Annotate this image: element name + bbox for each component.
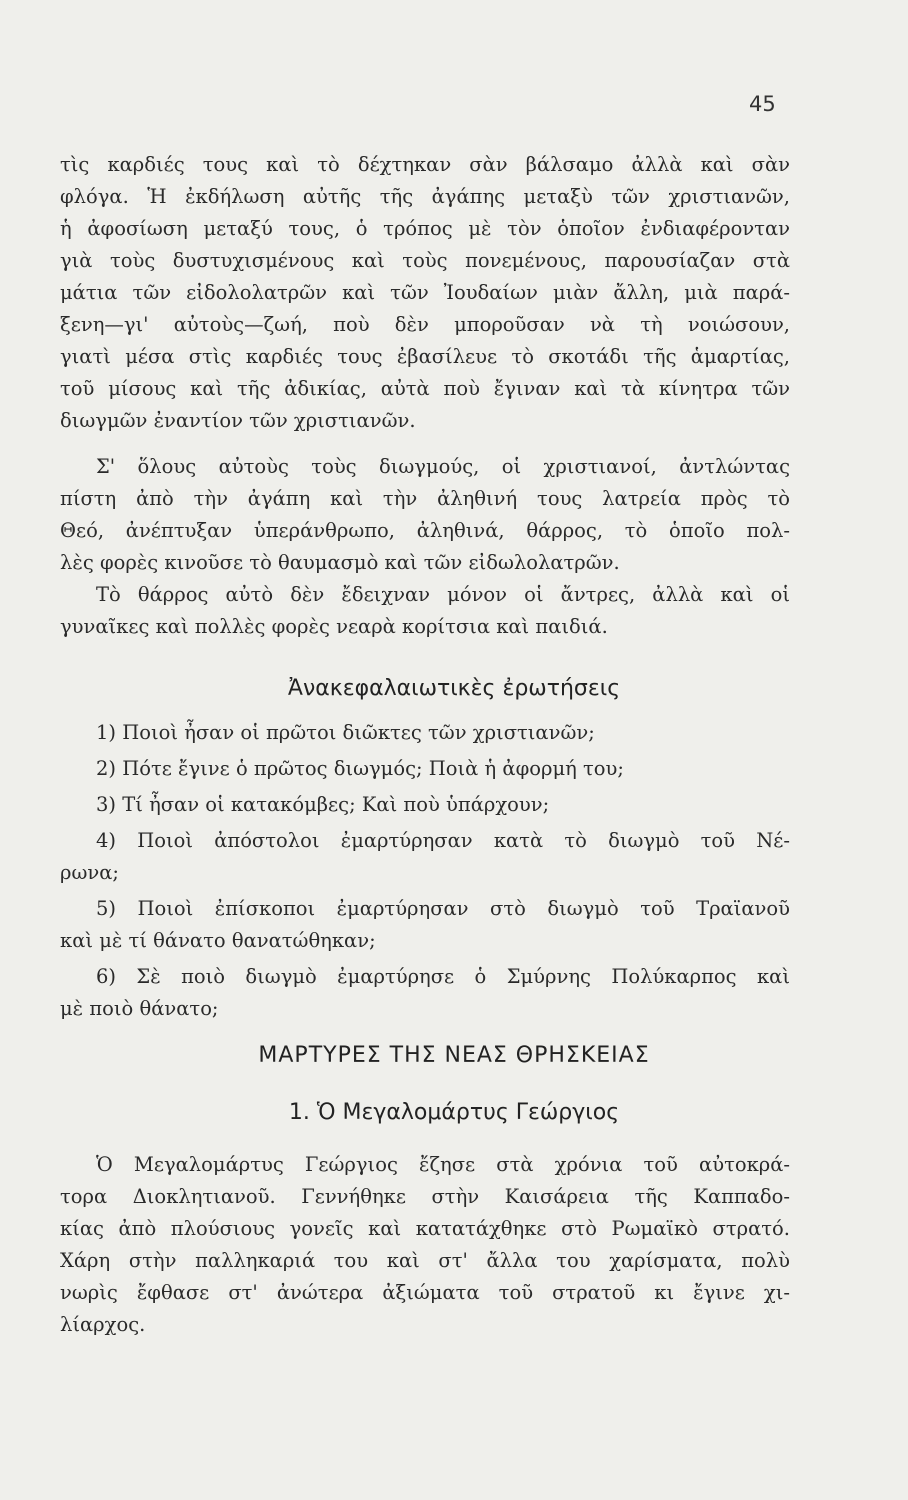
- question-line: 3) Τί ἦσαν οἱ κατακόμβες; Καὶ ποὺ ὑπάρχουν;: [96, 793, 550, 816]
- text-line: λὲς φορὲς κινοῦσε τὸ θαυμασμὸ καὶ τῶν εἰδωλολατρῶν.: [60, 551, 620, 574]
- question-line: καὶ μὲ τί θάνατο θανατώθηκαν;: [60, 929, 376, 952]
- text-line: νωρὶς ἔφθασε στ' ἀνώτερα ἀξιώματα τοῦ στρατοῦ κι ἔγινε χι-: [60, 1281, 790, 1304]
- text-line: κίας ἀπὸ πλούσιους γονεῖς καὶ κατατάχθηκε στὸ Ρωμαϊκὸ στρατό.: [60, 1217, 790, 1240]
- martyrs-heading: ΜΑΡΤΥΡΕΣ ΤΗΣ ΝΕΑΣ ΘΡΗΣΚΕΙΑΣ: [258, 1043, 650, 1068]
- text-line: πίστη ἀπὸ τὴν ἀγάπη καὶ τὴν ἀληθινή τους λατρεία πρὸς τὸ: [60, 487, 790, 510]
- text-line: ξενη—γι' αὐτοὺς—ζωή, ποὺ δὲν μποροῦσαν νὰ τὴ νοιώσουν,: [60, 313, 790, 336]
- text-line: γιατὶ μέσα στὶς καρδιές τους ἐβασίλευε τὸ σκοτάδι τῆς ἁμαρτίας,: [60, 345, 790, 368]
- text-line: τορα Διοκλητιανοῦ. Γεννήθηκε στὴν Καισάρεια τῆς Καππαδο-: [60, 1185, 790, 1208]
- george-heading: 1. Ὁ Μεγαλομάρτυς Γεώργιος: [288, 1100, 620, 1125]
- text-line: μάτια τῶν εἰδολολατρῶν καὶ τῶν Ἰουδαίων μιὰν ἄλλη, μιὰ παρά-: [60, 281, 790, 304]
- question-line: 4) Ποιοὶ ἀπόστολοι ἐμαρτύρησαν κατὰ τὸ διωγμὸ τοῦ Νέ-: [96, 829, 790, 852]
- text-line: διωγμῶν ἐναντίον τῶν χριστιανῶν.: [60, 409, 416, 432]
- question-line: 5) Ποιοὶ ἐπίσκοποι ἐμαρτύρησαν στὸ διωγμὸ τοῦ Τραϊανοῦ: [96, 897, 790, 920]
- text-line: Θεό, ἀνέπτυξαν ὑπεράνθρωπο, ἀληθινά, θάρρος, τὸ ὁποῖο πολ-: [60, 519, 790, 542]
- text-line: τοῦ μίσους καὶ τῆς ἀδικίας, αὐτὰ ποὺ ἔγιναν καὶ τὰ κίνητρα τῶν: [60, 377, 790, 400]
- question-line: ρωνα;: [60, 861, 119, 884]
- text-line: λίαρχος.: [60, 1313, 146, 1336]
- question-line: 6) Σὲ ποιὸ διωγμὸ ἐμαρτύρησε ὁ Σμύρνης Πολύκαρπος καὶ: [96, 965, 790, 988]
- question-line: 1) Ποιοὶ ἦσαν οἱ πρῶτοι διῶκτες τῶν χριστιανῶν;: [96, 721, 595, 744]
- text-line: γιὰ τοὺς δυστυχισμένους καὶ τοὺς πονεμένους, παρουσίαζαν στὰ: [60, 249, 790, 272]
- page-number: 45: [749, 92, 776, 116]
- text-line: γυναῖκες καὶ πολλὲς φορὲς νεαρὰ κορίτσια καὶ παιδιά.: [60, 615, 608, 638]
- recap-heading: Ἀνακεφαλαιωτικὲς ἐρωτήσεις: [287, 676, 621, 701]
- question-line: μὲ ποιὸ θάνατο;: [60, 997, 219, 1020]
- text-line: τὶς καρδιές τους καὶ τὸ δέχτηκαν σὰν βάλσαμο ἀλλὰ καὶ σὰν: [60, 153, 790, 176]
- text-line: ἡ ἀφοσίωση μεταξύ τους, ὁ τρόπος μὲ τὸν ὁποῖον ἐνδιαφέρονταν: [60, 217, 790, 240]
- text-line: Ὁ Μεγαλομάρτυς Γεώργιος ἔζησε στὰ χρόνια τοῦ αὐτοκρά-: [96, 1153, 790, 1176]
- text-line: φλόγα. Ἡ ἐκδήλωση αὐτῆς τῆς ἀγάπης μεταξὺ τῶν χριστιανῶν,: [60, 185, 790, 208]
- text-line: Σ' ὅλους αὐτοὺς τοὺς διωγμούς, οἱ χριστιανοί, ἀντλώντας: [96, 455, 790, 478]
- text-line: Χάρη στὴν παλληκαριά του καὶ στ' ἄλλα του χαρίσματα, πολὺ: [60, 1249, 790, 1272]
- text-line: Τὸ θάρρος αὐτὸ δὲν ἔδειχναν μόνον οἱ ἄντρες, ἀλλὰ καὶ οἱ: [96, 583, 790, 606]
- question-line: 2) Πότε ἔγινε ὁ πρῶτος διωγμός; Ποιὰ ἡ ἀφορμή του;: [96, 757, 624, 780]
